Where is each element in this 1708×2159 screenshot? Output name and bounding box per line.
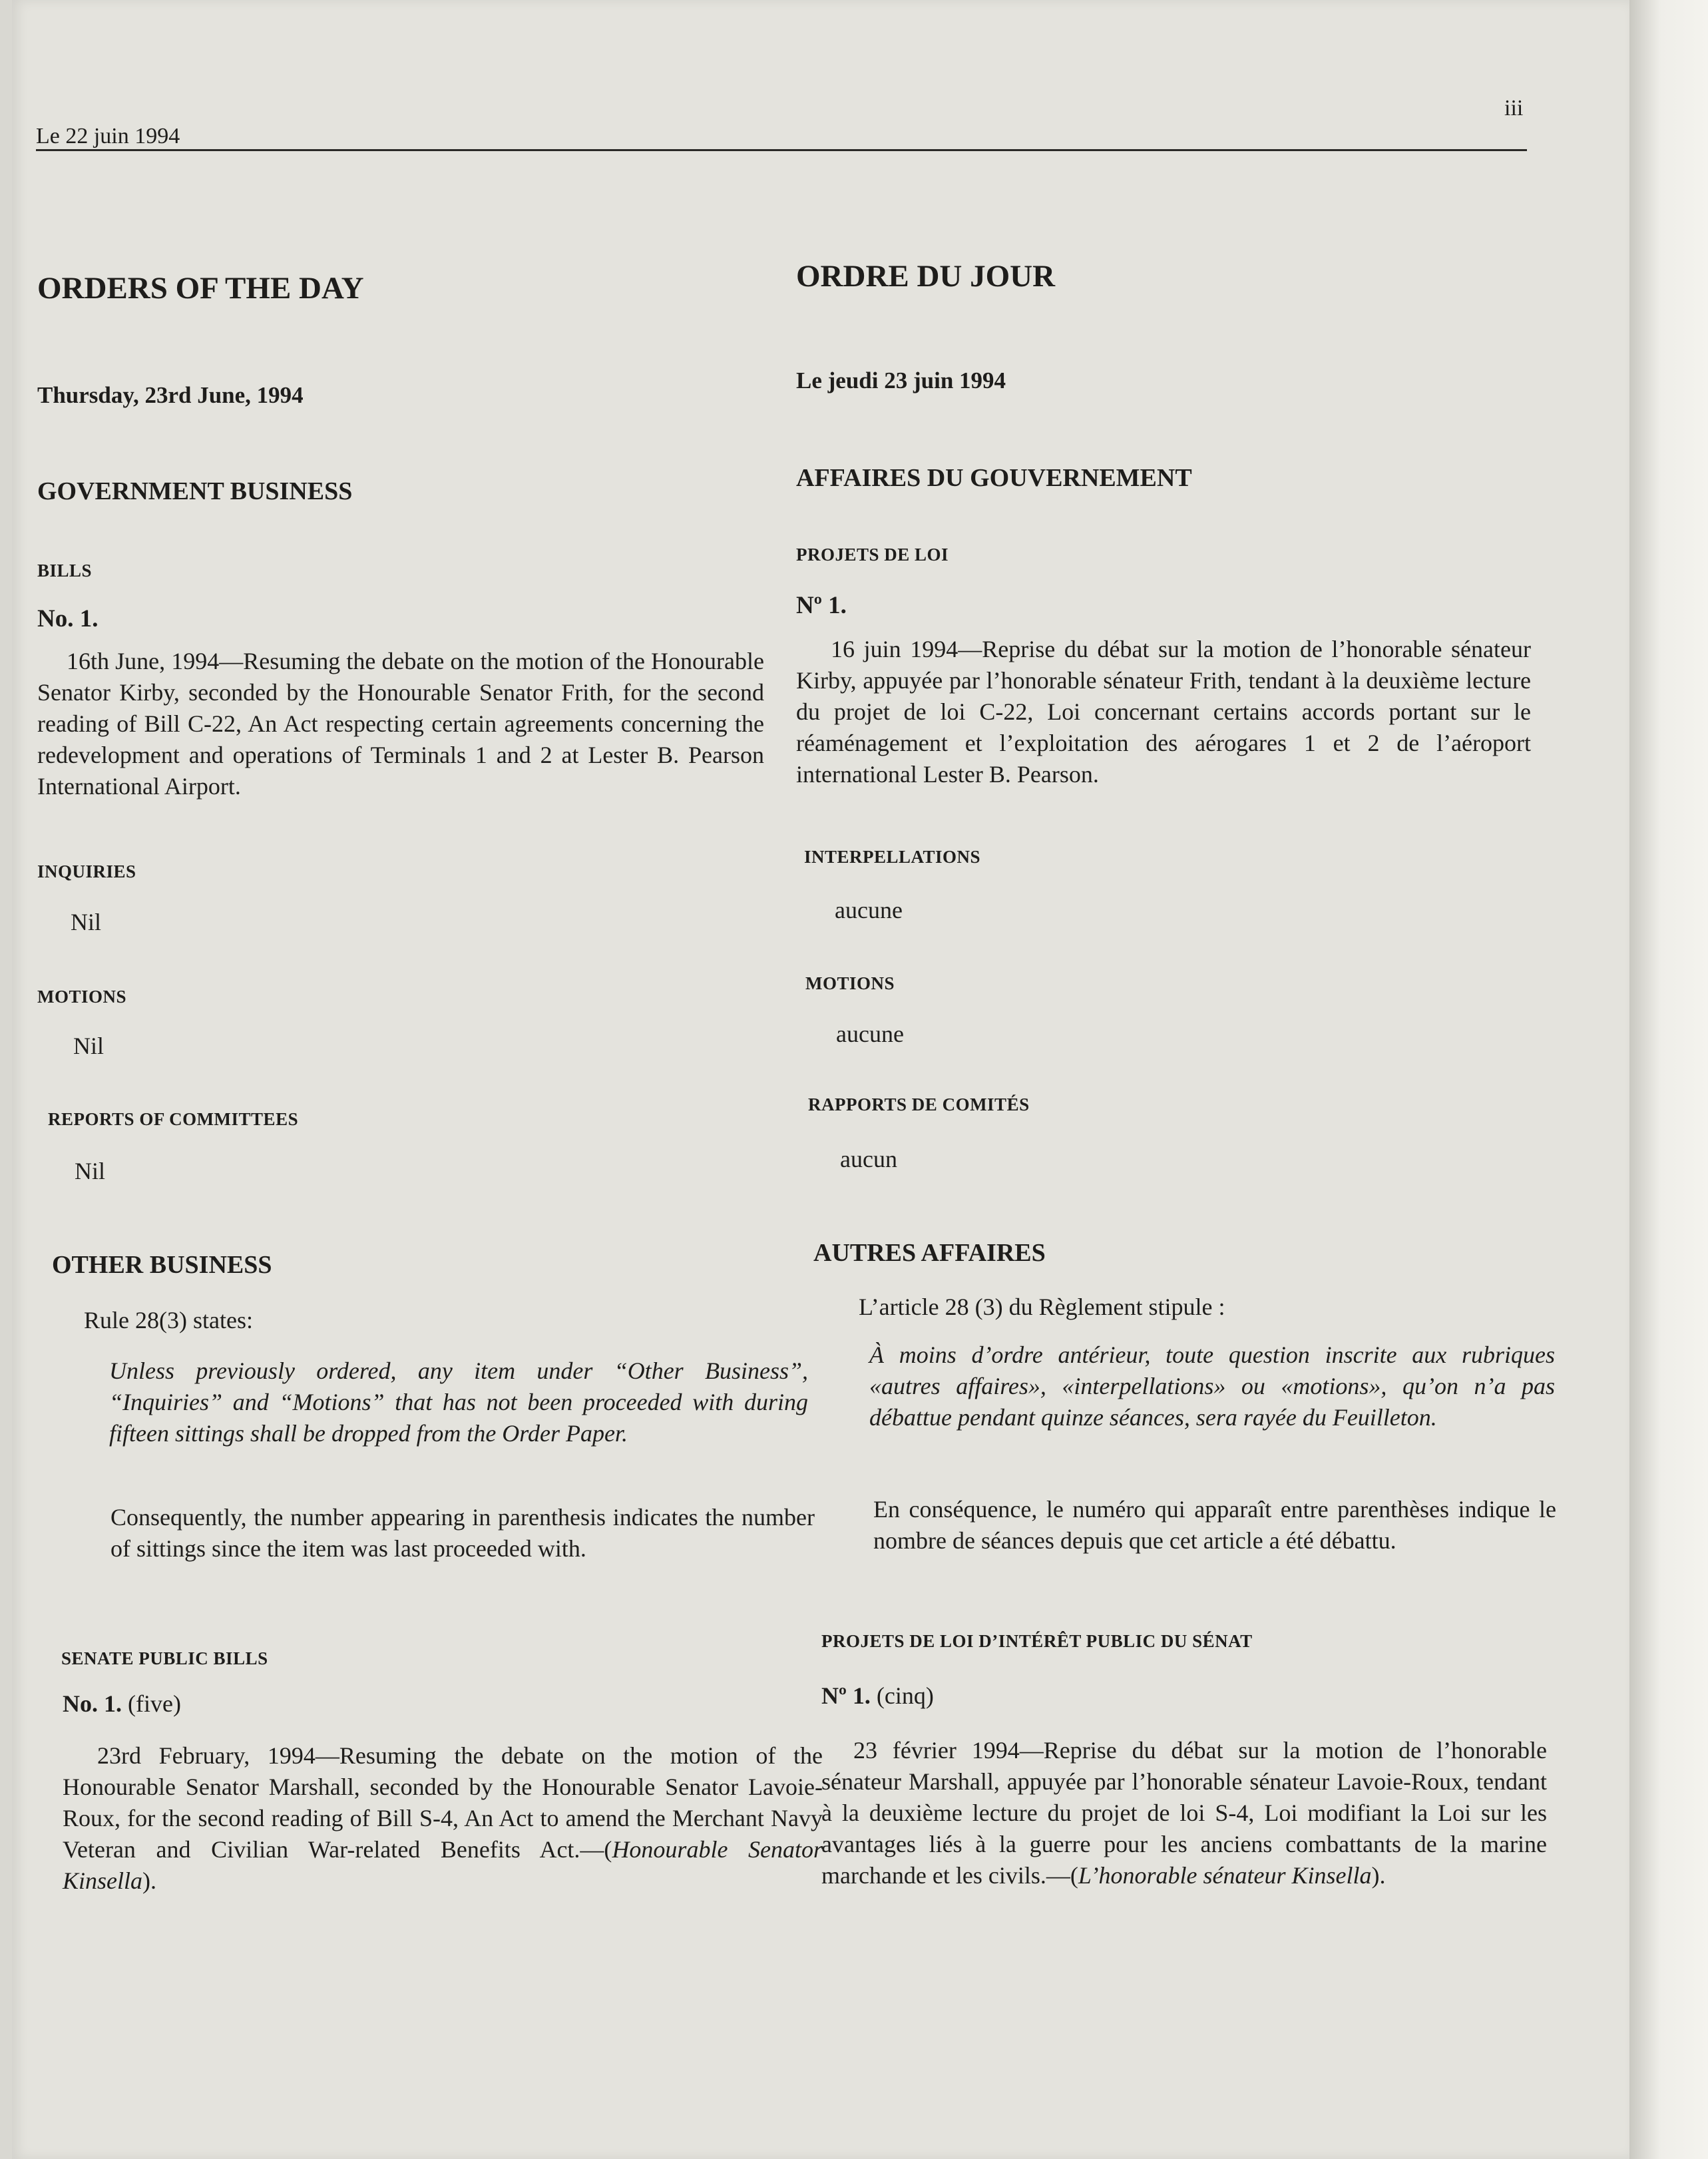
en-senate-bills-label: SENATE PUBLIC BILLS [61,1648,268,1668]
fr-senate-bill-sponsor: L’honorable sénateur Kinsella [1078,1862,1372,1889]
fr-inquiries-label: INTERPELLATIONS [804,847,981,867]
fr-reports-label: RAPPORTS DE COMITÉS [808,1094,1030,1114]
en-rule-intro: Rule 28(3) states: [84,1307,253,1333]
fr-senate-bill-end: ). [1371,1862,1386,1889]
fr-other-business: AUTRES AFFAIRES [813,1239,1046,1267]
en-consequently: Consequently, the number appearing in parenthesis indicates the number of sittings since the item was last proceeded with. [110,1504,815,1562]
fr-rule-quote: À moins d’ordre antérieur, toute question inscrite aux rubriques «autres affaires», «interpellations» ou «motions», qu’on n’a pas débattue pendant quinze séances, sera rayée du Feuilleton. [869,1341,1555,1431]
en-reports-value: Nil [75,1158,106,1184]
en-senate-bill-count: (five) [122,1690,181,1717]
fr-bills-label: PROJETS DE LOI [796,545,949,565]
header-date: Le 22 juin 1994 [36,124,180,148]
fr-bill-number: Nº 1. [796,592,847,619]
en-inquiries-value: Nil [71,909,102,935]
en-date: Thursday, 23rd June, 1994 [37,382,304,408]
en-title: ORDERS OF THE DAY [37,271,364,306]
en-motions-value: Nil [73,1033,105,1059]
en-reports-label: REPORTS OF COMMITTEES [48,1109,299,1129]
fr-consequently: En conséquence, le numéro qui apparaît entre parenthèses indique le nombre de séances depuis que cet article a été débattu. [873,1496,1556,1554]
en-bill-number: No. 1. [37,605,99,632]
en-senate-bill-text [63,1740,823,1897]
fr-rule-intro: L’article 28 (3) du Règlement stipule : [859,1294,1225,1320]
fr-reports-value: aucun [840,1146,897,1172]
en-bills-label: BILLS [37,561,93,581]
page-number: iii [1504,96,1524,120]
french-column [796,0,1568,2159]
en-senate-bill-number: No. 1. [63,1690,122,1717]
fr-senate-bill-body: 23 février 1994—Reprise du débat sur la motion de l’honorable sénateur Marshall, appuyée par l’honorable sénateur Lavoie-Roux, tendant à la deuxième lecture du projet de loi S-4, Loi modifiant la Loi sur les avantages liés à la guerre pour les anciens combattants de la marine marchande et les civils.—( [821,1737,1547,1889]
fr-senate-bills-label: PROJETS DE LOI D’INTÉRÊT PUBLIC DU SÉNAT [821,1631,1253,1651]
fr-motions-value: aucune [836,1021,904,1047]
en-rule-quote: Unless previously ordered, any item under “Other Business”, “Inquiries” and “Motions” that has not been proceeded with during fifteen sittings shall be dropped from the Order Paper. [109,1357,808,1447]
en-senate-bill-sponsor: Honourable Senator Kinsella [63,1836,823,1894]
fr-date: Le jeudi 23 juin 1994 [796,367,1006,393]
en-government-business: GOVERNMENT BUSINESS [37,477,353,505]
fr-title: ORDRE DU JOUR [796,259,1056,294]
page-edge [1629,0,1708,2159]
fr-bill-text: 16 juin 1994—Reprise du débat sur la motion de l’honorable sénateur Kirby, appuyée par l’honorable sénateur Frith, tendant à la deuxième lecture du projet de loi C-22, Loi concernant certains accords portant sur le réaménagement et l’exploitation des aérogares 1 et 2 de l’aéroport international Lester B. Pearson. [796,636,1531,788]
fr-inquiries-value: aucune [835,897,903,923]
english-column [37,0,823,2159]
fr-senate-bill-text [821,1735,1547,1891]
en-inquiries-label: INQUIRIES [37,861,136,881]
en-senate-bill-heading [63,1690,181,1718]
fr-government-business: AFFAIRES DU GOUVERNEMENT [796,464,1192,492]
en-senate-bill-end: ). [142,1867,157,1894]
en-bill-text: 16th June, 1994—Resuming the debate on the motion of the Honourable Senator Kirby, seconded by the Honourable Senator Frith, for the second reading of Bill C-22, An Act respecting certain agreements concerning the redevelopment and operations of Terminals 1 and 2 at Lester B. Pearson International Airport. [37,648,764,800]
en-senate-bill-body: 23rd February, 1994—Resuming the debate on the motion of the Honourable Senator Marshall, seconded by the Honourable Senator Lavoie-Roux, for the second reading of Bill S-4, An Act to amend the Merchant Navy Veteran and Civilian War-related Benefits Act.—( [63,1742,823,1863]
fr-motions-label: MOTIONS [805,973,895,993]
en-motions-label: MOTIONS [37,987,127,1007]
fr-senate-bill-count: (cinq) [870,1682,934,1709]
fr-senate-bill-heading [821,1682,934,1710]
fr-senate-bill-number: Nº 1. [821,1682,871,1709]
en-other-business: OTHER BUSINESS [52,1251,272,1279]
